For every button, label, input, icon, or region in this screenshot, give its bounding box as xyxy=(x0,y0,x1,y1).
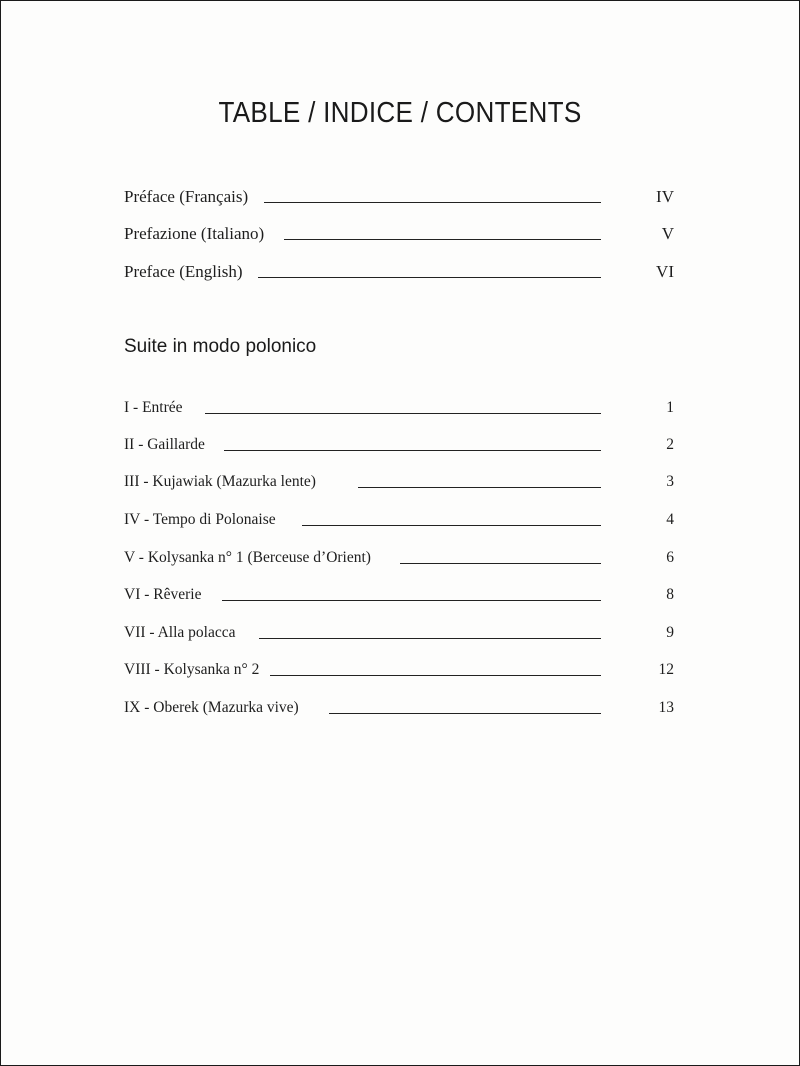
toc-leader-line xyxy=(264,202,601,203)
toc-entry-preface-en xyxy=(124,260,674,284)
toc-entry-movement xyxy=(124,546,674,570)
toc-leader-line xyxy=(258,277,601,278)
toc-entry-label: IV - Tempo di Polonaise xyxy=(124,508,282,532)
toc-entry-page: 4 xyxy=(666,511,674,528)
toc-entry-label: V - Kolysanka n° 1 (Berceuse d’Orient) xyxy=(124,546,377,570)
toc-entry-page: 12 xyxy=(658,661,674,678)
toc-entry-page: 13 xyxy=(658,699,674,716)
toc-entry-label: Prefazione (Italiano) xyxy=(124,222,270,246)
toc-entry-movement xyxy=(124,470,674,494)
toc-entry-movement xyxy=(124,508,674,532)
toc-entry-preface-it xyxy=(124,222,674,246)
toc-leader-line xyxy=(205,413,601,414)
toc-entry-page: V xyxy=(661,224,674,243)
toc-entry-movement xyxy=(124,658,674,682)
toc-leader-line xyxy=(284,239,601,240)
toc-leader-line xyxy=(329,713,601,714)
section-title: Suite in modo polonico xyxy=(124,336,317,357)
toc-entry-label: Préface (Français) xyxy=(124,185,254,209)
toc-entry-label: II - Gaillarde xyxy=(124,433,211,457)
toc-entry-label: Preface (English) xyxy=(124,260,248,284)
toc-entry-page: VI xyxy=(656,262,674,281)
toc-entry-movement xyxy=(124,433,674,457)
toc-leader-line xyxy=(259,638,601,639)
toc-entry-page: 3 xyxy=(666,473,674,490)
toc-entry-label: III - Kujawiak (Mazurka lente) xyxy=(124,470,322,494)
toc-entry-label: VII - Alla polacca xyxy=(124,621,241,645)
toc-leader-line xyxy=(358,487,601,488)
toc-leader-line xyxy=(224,450,601,451)
toc-leader-line xyxy=(400,563,601,564)
page-title: TABLE / INDICE / CONTENTS xyxy=(218,97,582,129)
toc-entry-movement xyxy=(124,396,674,420)
toc-entry-page: 6 xyxy=(666,549,674,566)
toc-entry-page: 2 xyxy=(666,436,674,453)
toc-entry-movement xyxy=(124,621,674,645)
toc-leader-line xyxy=(270,675,601,676)
toc-entry-movement xyxy=(124,696,674,720)
toc-entry-page: 1 xyxy=(666,399,674,416)
toc-entry-preface-fr xyxy=(124,185,674,209)
toc-entry-page: 8 xyxy=(666,586,674,603)
toc-leader-line xyxy=(302,525,601,526)
toc-entry-label: VI - Rêverie xyxy=(124,583,207,607)
toc-entry-label: VIII - Kolysanka n° 2 xyxy=(124,658,265,682)
toc-leader-line xyxy=(222,600,601,601)
toc-entry-label: IX - Oberek (Mazurka vive) xyxy=(124,696,305,720)
toc-entry-page: IV xyxy=(656,187,674,206)
toc-entry-page: 9 xyxy=(666,624,674,641)
toc-entry-label: I - Entrée xyxy=(124,396,189,420)
toc-entry-movement xyxy=(124,583,674,607)
